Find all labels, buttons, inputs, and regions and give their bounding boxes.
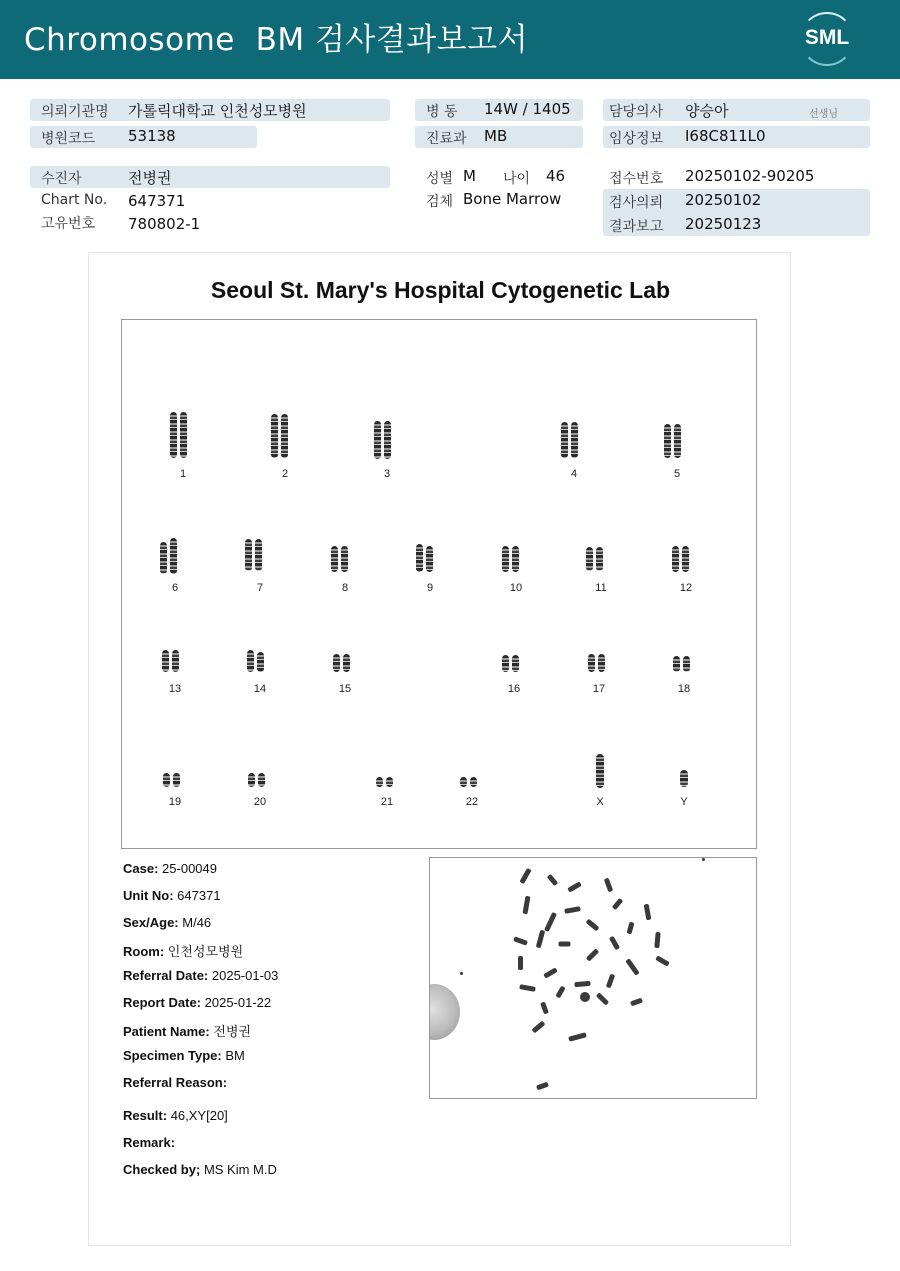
karyogram-panel <box>121 319 757 849</box>
metaphase-chromosome <box>519 868 531 884</box>
chromosome-image <box>674 424 681 458</box>
chromosome-label-11: 11 <box>595 582 607 594</box>
chromosome-label-18: 18 <box>677 683 691 695</box>
patient-name-value: 전병권 <box>213 1024 252 1039</box>
referral-reason-label: Referral Reason: <box>123 1075 228 1090</box>
nucleus-image <box>429 984 460 1040</box>
result-date-value: 20250123 <box>685 215 762 233</box>
chromosome-image <box>680 770 688 787</box>
id-value: 780802-1 <box>128 215 201 233</box>
referral-date-line <box>123 968 278 983</box>
chromosome-image <box>281 414 288 458</box>
room-label: Room: <box>123 944 165 959</box>
metaphase-chromosome <box>519 984 536 992</box>
metaphase-chromosome <box>543 967 558 978</box>
chromosome-label-9: 9 <box>426 582 434 594</box>
metaphase-chromosome <box>604 878 613 893</box>
metaphase-chromosome <box>544 912 557 932</box>
chromosome-label-x: X <box>596 796 604 808</box>
result-label: Result: <box>123 1108 168 1123</box>
chromosome-image <box>502 655 509 672</box>
department-value: MB <box>484 127 508 145</box>
chromosome-label-7: 7 <box>256 582 264 594</box>
checked-value: MS Kim M.D <box>203 1162 277 1177</box>
chromosome-image <box>160 542 167 574</box>
checked-label: Checked by; <box>123 1162 201 1177</box>
result-date-label: 결과보고 <box>609 219 664 235</box>
metaphase-chromosome <box>625 958 639 976</box>
chromosome-image <box>588 654 595 672</box>
chromosome-image <box>170 412 177 458</box>
case-line <box>123 861 217 876</box>
metaphase-chromosome <box>518 956 523 970</box>
report-title: Chromosome BM 검사결과보고서 <box>24 22 529 58</box>
metaphase-chromosome <box>547 874 559 886</box>
unit-line <box>123 888 221 903</box>
chromosome-label-16: 16 <box>507 683 521 695</box>
report-date-label: Report Date: <box>123 995 202 1010</box>
patient-value: 전병권 <box>128 169 172 187</box>
referral-date-label: Referral Date: <box>123 968 209 983</box>
chromosome-label-y: Y <box>680 796 688 808</box>
chromosome-image <box>384 421 391 459</box>
metaphase-chromosome <box>586 948 599 961</box>
remark-line <box>123 1135 175 1150</box>
metaphase-chromosome <box>654 932 660 948</box>
patient-name-line <box>123 1021 251 1040</box>
room-value: 인천성모병원 <box>167 944 244 959</box>
chromosome-image <box>173 773 180 787</box>
chromosome-image <box>255 539 262 571</box>
metaphase-chromosome <box>555 986 565 999</box>
metaphase-chromosome <box>540 1002 549 1015</box>
receipt-value: 20250102-90205 <box>685 167 815 185</box>
chromosome-label-13: 13 <box>168 683 182 695</box>
clinical-value: I68C811L0 <box>685 127 766 145</box>
metaphase-image <box>429 857 757 1099</box>
chromosome-image <box>586 547 593 571</box>
ward-label: 병 동 <box>426 104 458 120</box>
id-label: 고유번호 <box>41 216 96 232</box>
chromosome-label-3: 3 <box>383 468 391 480</box>
chromosome-image <box>502 546 509 572</box>
specimen-type-line <box>123 1048 245 1063</box>
chromosome-image <box>374 421 381 459</box>
specimen-value: Bone Marrow <box>463 190 562 208</box>
chromosome-image <box>376 777 383 787</box>
chromosome-label-5: 5 <box>673 468 681 480</box>
chromosome-label-6: 6 <box>171 582 179 594</box>
chromosome-label-10: 10 <box>509 582 523 594</box>
chromosome-image <box>460 777 467 787</box>
chromosome-label-1: 1 <box>179 468 187 480</box>
result-line <box>123 1108 228 1123</box>
chromosome-image <box>682 546 689 572</box>
case-value: 25-00049 <box>162 861 217 876</box>
chromosome-image <box>258 773 265 787</box>
patient-name-label: Patient Name: <box>123 1024 210 1039</box>
metaphase-chromosome <box>606 974 615 989</box>
metaphase-chromosome <box>596 992 609 1005</box>
chromosome-image <box>561 422 568 458</box>
chromosome-image <box>470 777 477 787</box>
chromosome-image <box>257 652 264 672</box>
metaphase-chromosome <box>574 981 590 987</box>
chromosome-label-4: 4 <box>570 468 578 480</box>
institution-label: 의뢰기관명 <box>41 104 109 120</box>
specimen-type-value: BM <box>225 1048 245 1063</box>
metaphase-chromosome <box>655 955 670 966</box>
chromosome-image <box>512 546 519 572</box>
logo-text: SML <box>804 26 850 49</box>
chromosome-image <box>172 650 179 672</box>
referral-reason-line <box>123 1075 227 1090</box>
lab-title: Seoul St. Mary's Hospital Cytogenetic Lab <box>210 277 671 303</box>
chromosome-image <box>245 539 252 571</box>
chromosome-image <box>416 544 423 572</box>
chart-value: 647371 <box>128 192 186 210</box>
debris-dot <box>702 858 705 861</box>
case-label: Case: <box>123 861 159 876</box>
chromosome-label-20: 20 <box>253 796 267 808</box>
metaphase-chromosome <box>513 936 528 945</box>
metaphase-chromosome <box>609 936 620 951</box>
specimen-type-label: Specimen Type: <box>123 1048 222 1063</box>
chromosome-label-8: 8 <box>341 582 349 594</box>
institution-value: 가톨릭대학교 인천성모병원 <box>128 102 307 120</box>
chromosome-label-14: 14 <box>253 683 267 695</box>
debris-dot <box>460 972 463 975</box>
chromosome-image <box>512 655 519 672</box>
chromosome-image <box>596 547 603 571</box>
chromosome-image <box>271 414 278 458</box>
chromosome-label-12: 12 <box>679 582 693 594</box>
cytogenetic-report <box>88 252 791 1246</box>
chromosome-label-15: 15 <box>338 683 352 695</box>
chromosome-image <box>248 773 255 787</box>
request-label: 검사의뢰 <box>609 195 664 211</box>
hospital-code-label: 병원코드 <box>41 131 96 147</box>
chromosome-image <box>162 650 169 672</box>
patient-label: 수진자 <box>41 171 82 187</box>
department-label: 진료과 <box>426 131 467 147</box>
chromosome-label-22: 22 <box>465 796 479 808</box>
sexage-value: M/46 <box>182 915 212 930</box>
sexage-line <box>123 915 211 930</box>
hospital-code-value: 53138 <box>128 127 176 145</box>
chromosome-image <box>426 546 433 572</box>
chromosome-label-17: 17 <box>592 683 606 695</box>
doctor-value: 양승아 <box>685 102 729 120</box>
unit-value: 647371 <box>177 888 221 903</box>
specimen-label: 검체 <box>426 194 454 210</box>
metaphase-chromosome <box>567 881 582 892</box>
ward-value: 14W / 1405 <box>484 100 571 118</box>
chromosome-image <box>596 754 604 788</box>
age-value: 46 <box>546 167 566 185</box>
sex-value: M <box>463 167 476 185</box>
chart-label: Chart No. <box>41 192 108 208</box>
metaphase-chromosome <box>612 898 624 910</box>
chromosome-image <box>331 546 338 572</box>
chromosome-label-19: 19 <box>168 796 182 808</box>
chromosome-image <box>683 656 690 672</box>
metaphase-chromosome <box>559 942 571 947</box>
unit-label: Unit No: <box>123 888 174 903</box>
chromosome-label-21: 21 <box>380 796 394 808</box>
clinical-label: 임상정보 <box>609 131 664 147</box>
chromosome-image <box>598 654 605 672</box>
chromosome-image <box>180 412 187 458</box>
doctor-suffix: 선생님 <box>809 109 838 120</box>
chromosome-image <box>247 650 254 672</box>
age-label: 나이 <box>503 171 531 187</box>
chromosome-image <box>673 656 680 672</box>
chromosome-image <box>170 538 177 574</box>
metaphase-chromosome <box>568 1032 587 1041</box>
report-date-line <box>123 995 271 1010</box>
room-line <box>123 941 243 960</box>
remark-label: Remark: <box>123 1135 176 1150</box>
chromosome-image <box>672 546 679 572</box>
chromosome-image <box>333 654 340 672</box>
metaphase-chromosome <box>522 896 530 915</box>
result-value: 46,XY[20] <box>170 1108 228 1123</box>
chromosome-image <box>386 777 393 787</box>
checked-line <box>123 1162 277 1177</box>
chromosome-label-2: 2 <box>281 468 289 480</box>
metaphase-chromosome <box>627 922 635 935</box>
patient-field-bg <box>30 166 390 188</box>
report-header <box>0 0 900 79</box>
receipt-label: 접수번호 <box>609 171 664 187</box>
sml-logo <box>798 12 856 66</box>
doctor-label: 담당의사 <box>609 104 664 120</box>
report-date-value: 2025-01-22 <box>204 995 272 1010</box>
metaphase-chromosome <box>580 992 590 1002</box>
sexage-label: Sex/Age: <box>123 915 179 930</box>
chromosome-image <box>163 773 170 787</box>
chromosome-image <box>571 422 578 458</box>
metaphase-chromosome <box>586 919 600 932</box>
referral-date-value: 2025-01-03 <box>211 968 279 983</box>
request-value: 20250102 <box>685 191 762 209</box>
metaphase-chromosome <box>536 930 545 949</box>
sex-label: 성별 <box>426 171 454 187</box>
chromosome-image <box>664 424 671 458</box>
chromosome-image <box>341 546 348 572</box>
metaphase-chromosome <box>644 904 652 921</box>
chromosome-image <box>343 654 350 672</box>
metaphase-chromosome <box>536 1082 549 1091</box>
metaphase-chromosome <box>564 906 581 914</box>
metaphase-chromosome <box>630 998 643 1007</box>
metaphase-chromosome <box>532 1021 546 1034</box>
